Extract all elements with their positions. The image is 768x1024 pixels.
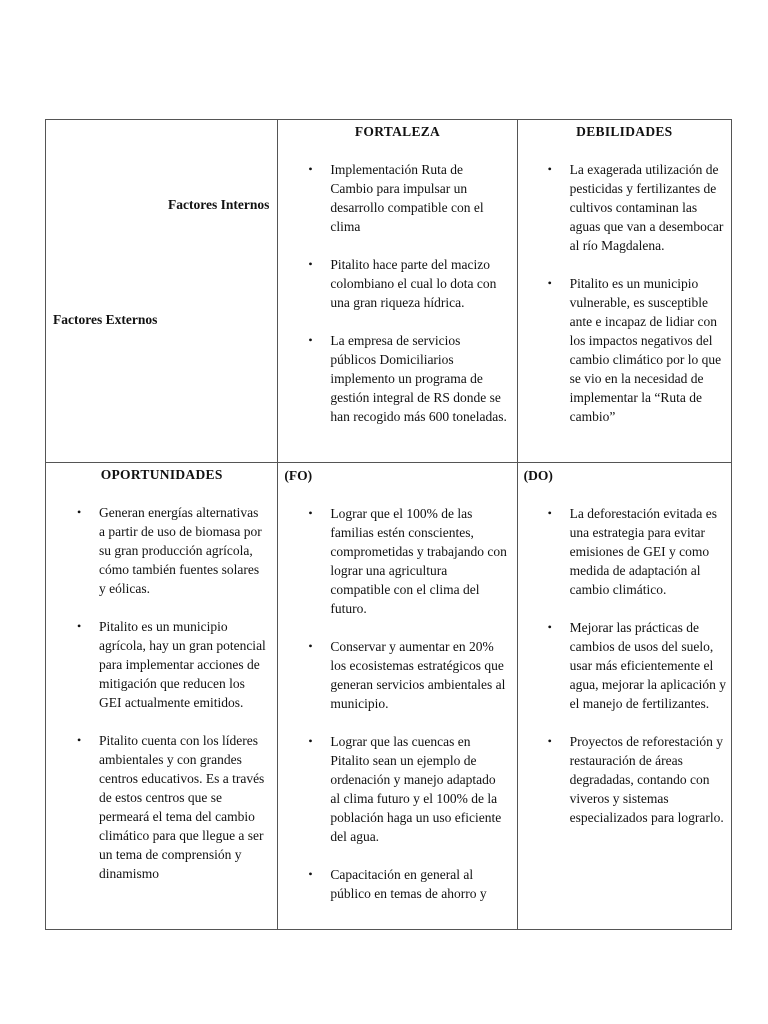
list-item-text: La empresa de servicios públicos Domiciliarios implemento un programa de gestión integral de RS donde se han recogido más 600 toneladas. bbox=[330, 333, 507, 424]
table-row bbox=[46, 120, 732, 463]
list-item-text: Lograr que las cuencas en Pitalito sean un ejemplo de ordenación y manejo adaptado al clima futuro y el 100% de la población haga un uso eficiente del agua. bbox=[330, 734, 502, 844]
factors-cell bbox=[46, 120, 278, 463]
list-item bbox=[547, 618, 727, 713]
bullet-icon: • bbox=[547, 276, 552, 290]
oportunidades-cell bbox=[46, 463, 278, 930]
list-item bbox=[547, 160, 727, 255]
list-item-text: Generan energías alternativas a partir de uso de biomasa por su gran producción agrícola, cómo también fuentes solares y eólicas. bbox=[99, 505, 262, 596]
list-item-text: Pitalito hace parte del macizo colombiano el cual lo dota con una gran riqueza hídrica. bbox=[330, 257, 497, 310]
list-item bbox=[547, 732, 727, 827]
debilidades-header: DEBILIDADES bbox=[576, 124, 673, 139]
list-item bbox=[308, 160, 508, 236]
bullet-icon: • bbox=[547, 620, 552, 634]
list-item bbox=[547, 504, 727, 599]
bullet-icon: • bbox=[308, 734, 313, 748]
list-item bbox=[77, 731, 267, 883]
bullet-icon: • bbox=[308, 162, 313, 176]
bullet-icon: • bbox=[308, 257, 313, 271]
oportunidades-list bbox=[46, 503, 277, 883]
bullet-icon: • bbox=[547, 162, 552, 176]
list-item-text: La exagerada utilización de pesticidas y fertilizantes de cultivos contaminan las aguas que van a desembocar al río Magdalena. bbox=[569, 162, 724, 253]
fortaleza-header: FORTALEZA bbox=[354, 124, 441, 139]
list-item-text: Proyectos de reforestación y restauración de áreas degradadas, contando con viveros y sistemas especializados para lograrlo. bbox=[569, 734, 724, 825]
bullet-icon: • bbox=[77, 619, 82, 633]
fo-cell bbox=[278, 463, 517, 930]
bullet-icon: • bbox=[77, 505, 82, 519]
bullet-icon: • bbox=[77, 733, 82, 747]
bullet-icon: • bbox=[308, 333, 313, 347]
bullet-icon: • bbox=[547, 734, 552, 748]
list-item-text: Lograr que el 100% de las familias estén conscientes, comprometidas y trabajando con lograr una agricultura compatible con el clima del futuro. bbox=[330, 506, 507, 616]
do-list bbox=[518, 504, 731, 827]
fortaleza-list bbox=[278, 160, 516, 426]
factores-externos-label: Factores Externos bbox=[53, 312, 158, 327]
list-item bbox=[308, 255, 508, 312]
fo-header: (FO) bbox=[284, 468, 313, 483]
list-item-text: Pitalito es un municipio vulnerable, es susceptible ante e incapaz de lidiar con los impactos negativos del cambio climático por lo que se vio en la necesidad de implementar la “Ruta de cambio” bbox=[569, 276, 722, 424]
list-item-text: La deforestación evitada es una estrategia para evitar emisiones de GEI y como medida de adaptación al cambio climático. bbox=[569, 506, 717, 597]
bullet-icon: • bbox=[308, 867, 313, 881]
list-item bbox=[77, 503, 267, 598]
list-item bbox=[308, 504, 508, 618]
table-row bbox=[46, 463, 732, 930]
list-item bbox=[308, 331, 508, 426]
list-item-text: Pitalito es un municipio agrícola, hay un gran potencial para implementar acciones de mitigación que reducen los GEI actualmente emitidos. bbox=[99, 619, 266, 710]
list-item bbox=[308, 732, 508, 846]
factores-internos-label: Factores Internos bbox=[167, 197, 270, 212]
list-item-text: Mejorar las prácticas de cambios de usos del suelo, usar más eficientemente el agua, mejorar la aplicación y el manejo de fertilizantes. bbox=[569, 620, 726, 711]
bullet-icon: • bbox=[308, 639, 313, 653]
list-item bbox=[77, 617, 267, 712]
list-item-text: Capacitación en general al público en temas de ahorro y bbox=[330, 867, 487, 901]
bullet-icon: • bbox=[547, 506, 552, 520]
list-item bbox=[308, 865, 508, 903]
list-item-text: Conservar y aumentar en 20% los ecosistemas estratégicos que generan servicios ambientales al municipio. bbox=[330, 639, 506, 711]
list-item bbox=[308, 637, 508, 713]
list-item-text: Implementación Ruta de Cambio para impulsar un desarrollo compatible con el clima bbox=[330, 162, 484, 234]
do-header: (DO) bbox=[523, 468, 553, 483]
bullet-icon: • bbox=[308, 506, 313, 520]
oportunidades-header: OPORTUNIDADES bbox=[100, 467, 223, 482]
debilidades-list bbox=[518, 160, 731, 426]
list-item bbox=[547, 274, 727, 426]
fo-list bbox=[278, 504, 516, 903]
list-item-text: Pitalito cuenta con los líderes ambientales y con grandes centros educativos. Es a través de estos centros que se permeará el tema del cambio climático para que llegue a ser un tema de comprensión y dinamismo bbox=[99, 733, 265, 881]
swot-matrix-table bbox=[45, 119, 732, 930]
debilidades-cell bbox=[517, 120, 731, 463]
fortaleza-cell bbox=[278, 120, 517, 463]
do-cell bbox=[517, 463, 731, 930]
